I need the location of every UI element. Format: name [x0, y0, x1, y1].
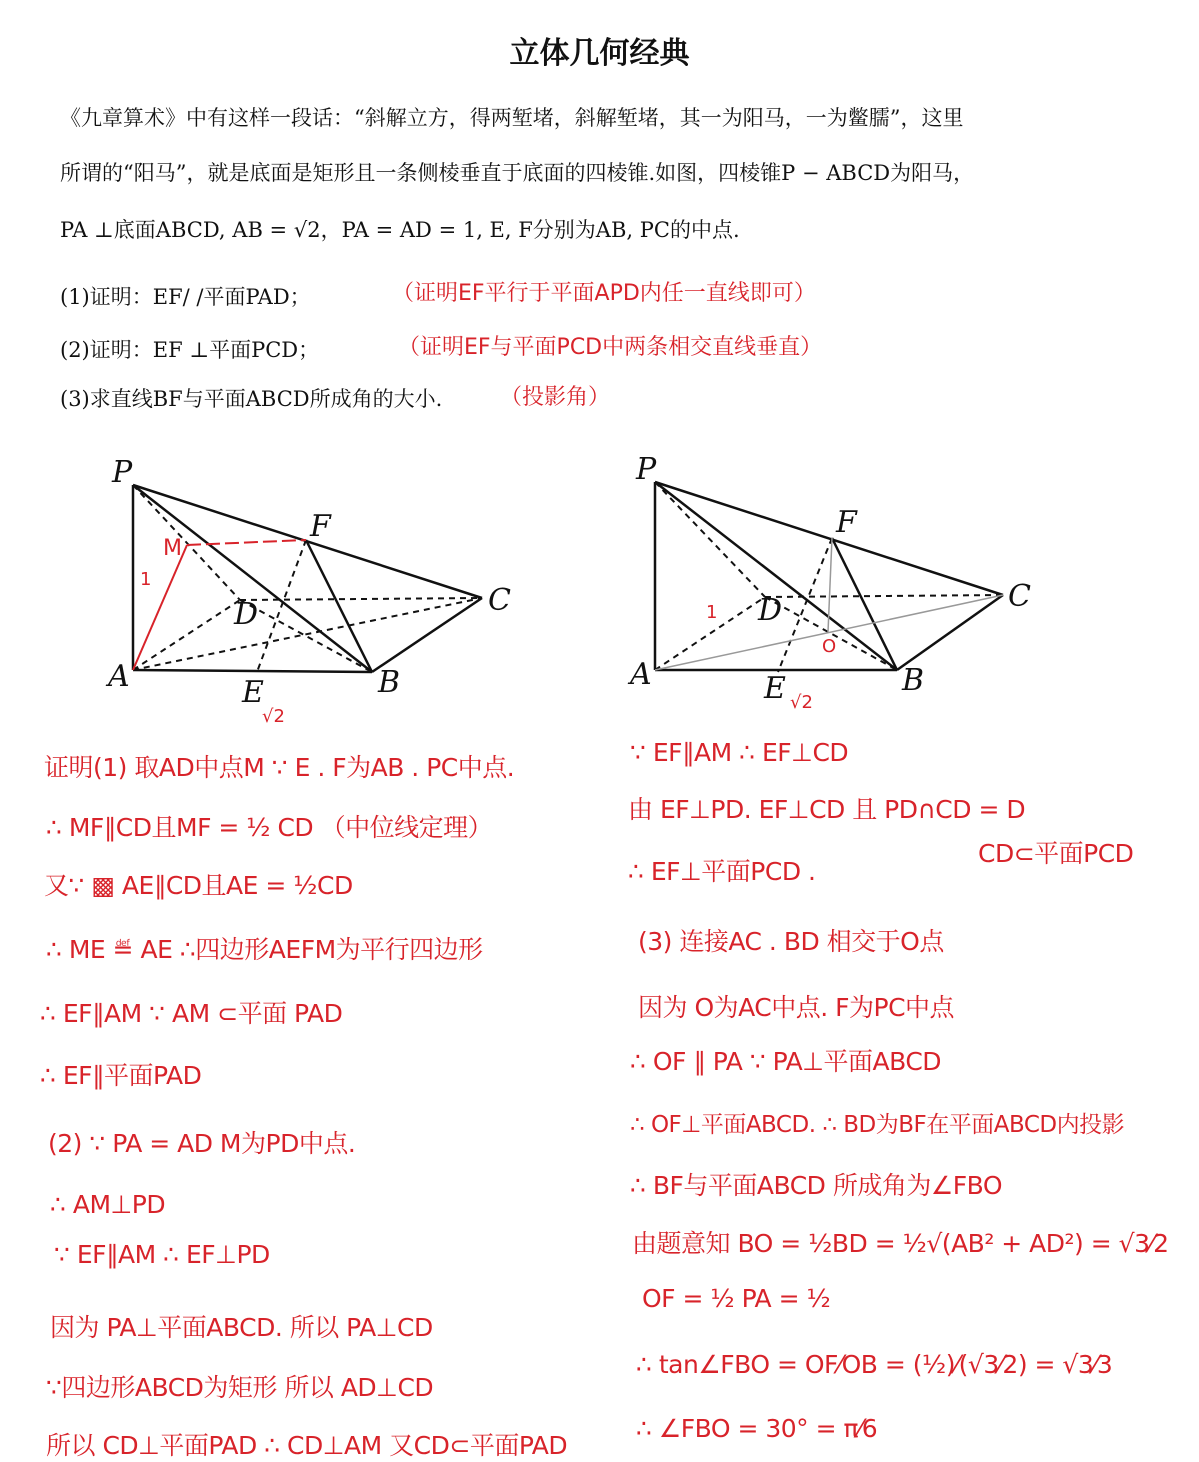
label-C: C — [1008, 579, 1031, 614]
problem-line: PA ⊥底面ABCD, AB = √2，PA = AD = 1, E, F分别为AB, PC的中点. — [60, 218, 740, 242]
length-ad: 1 — [706, 602, 718, 623]
length-pa: 1 — [140, 569, 152, 590]
solution-line: (2) ∵ PA = AD M为PD中点. — [48, 1129, 356, 1158]
solution-line: ∵ EF∥AM ∴ EF⊥PD — [54, 1240, 270, 1269]
question-3-note: （投影角） — [500, 385, 611, 410]
label-P: P — [636, 452, 657, 487]
solution-line: ∴ ∠FBO = 30° = π⁄6 — [636, 1414, 878, 1443]
label-O: O — [822, 636, 837, 657]
label-D: D — [234, 597, 259, 632]
solution-line: ∴ AM⊥PD — [50, 1190, 166, 1219]
question-3: (3)求直线BF与平面ABCD所成角的大小. — [60, 387, 443, 411]
length-ab: √2 — [262, 706, 285, 727]
label-F: F — [836, 505, 857, 540]
solution-line: OF = ½ PA = ½ — [642, 1284, 831, 1313]
solution-line: ∴ EF∥平面PAD — [40, 1061, 202, 1090]
solution-line: ∴ ME ≝ AE ∴四边形AEFM为平行四边形 — [46, 935, 483, 964]
label-E: E — [242, 675, 264, 710]
solution-line: ∴ EF⊥平面PCD . — [628, 857, 816, 886]
solution-line: 又∵ ▩ AE∥CD且AE = ½CD — [44, 871, 353, 900]
solution-line: 证明(1) 取AD中点M ∵ E . F为AB . PC中点. — [44, 753, 515, 782]
question-2-note: （证明EF与平面PCD中两条相交直线垂直） — [398, 335, 823, 360]
solution-line: 所以 CD⊥平面PAD ∴ CD⊥AM 又CD⊂平面PAD — [46, 1431, 568, 1460]
page-title: 立体几何经典 — [509, 36, 690, 71]
question-2: (2)证明：EF ⊥平面PCD； — [60, 338, 320, 362]
solution-line: ∴ EF∥AM ∵ AM ⊂平面 PAD — [40, 999, 343, 1028]
figure-left — [133, 485, 482, 672]
solution-line: ∴ OF⊥平面ABCD. ∴ BD为BF在平面ABCD内投影 — [630, 1112, 1125, 1138]
solution-line: 由题意知 BO = ½BD = ½√(AB² + AD²) = √3⁄2 — [632, 1229, 1169, 1258]
solution-line: ∵ EF∥AM ∴ EF⊥CD — [630, 738, 849, 767]
label-C: C — [488, 583, 511, 618]
label-D: D — [758, 593, 783, 628]
solution-line: ∴ OF ∥ PA ∵ PA⊥平面ABCD — [630, 1047, 942, 1076]
question-1-note: （证明EF平行于平面APD内任一直线即可） — [392, 281, 816, 306]
label-P: P — [112, 455, 133, 490]
solution-line: 由 EF⊥PD. EF⊥CD 且 PD∩CD = D — [628, 795, 1026, 824]
label-F: F — [310, 509, 331, 544]
problem-line: 《九章算术》中有这样一段话：“斜解立方，得两堑堵，斜解堑堵，其一为阳马，一为鳖臑”，这里 — [60, 106, 964, 130]
label-B: B — [378, 665, 401, 700]
length-ab: √2 — [790, 692, 813, 713]
question-1: (1)证明：EF/ /平面PAD； — [60, 285, 311, 309]
solution-line: CD⊂平面PCD — [978, 839, 1134, 868]
solution-line: 因为 O为AC中点. F为PC中点 — [638, 993, 955, 1022]
solution-line: ∴ tan∠FBO = OF⁄OB = (½)⁄(√3⁄2) = √3⁄3 — [636, 1350, 1113, 1379]
solution-line: ∴ MF∥CD且MF = ½ CD （中位线定理） — [46, 813, 493, 842]
label-M: M — [163, 536, 182, 561]
solution-line: ∴ BF与平面ABCD 所成角为∠FBO — [630, 1171, 1003, 1200]
label-A: A — [630, 657, 652, 692]
problem-line: 所谓的“阳马”，就是底面是矩形且一条侧棱垂直于底面的四棱锥.如图，四棱锥P − ABCD为阳马， — [60, 161, 975, 185]
label-E: E — [764, 671, 786, 706]
solution-line: ∵四边形ABCD为矩形 所以 AD⊥CD — [46, 1373, 434, 1402]
solution-line: (3) 连接AC . BD 相交于O点 — [638, 927, 944, 956]
label-B: B — [902, 663, 925, 698]
solution-line: 因为 PA⊥平面ABCD. 所以 PA⊥CD — [50, 1313, 433, 1342]
label-A: A — [108, 659, 130, 694]
